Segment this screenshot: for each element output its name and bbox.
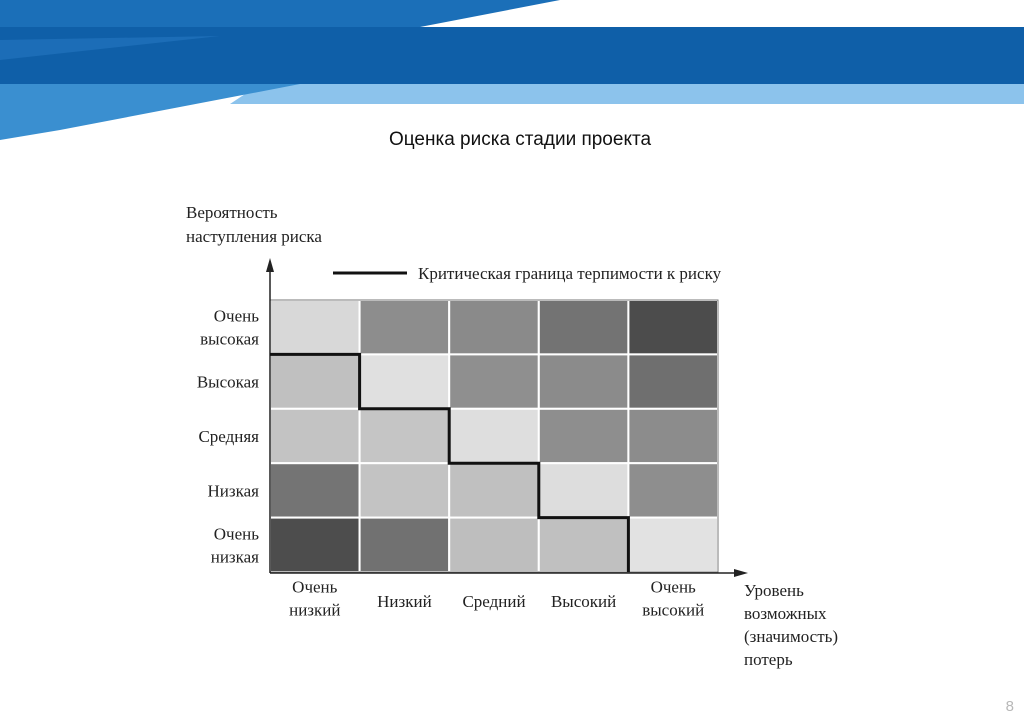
legend <box>333 264 722 283</box>
matrix-cell <box>539 518 629 572</box>
column-label-line: Очень <box>292 577 338 597</box>
x-axis-label-line: Уровень <box>744 581 804 600</box>
row-labels <box>197 307 259 567</box>
row-label-line: Высокая <box>196 372 259 392</box>
matrix-cell <box>360 409 450 463</box>
page-number: 8 <box>1005 698 1014 715</box>
row-label-line: Очень <box>213 306 259 326</box>
row-label <box>198 427 259 446</box>
x-axis-label-line: потерь <box>744 650 793 669</box>
matrix-cells <box>270 300 718 572</box>
row-label <box>200 307 259 349</box>
column-label <box>642 578 704 620</box>
row-label-line: низкая <box>210 547 259 567</box>
y-axis-label-line: наступления риска <box>186 227 322 246</box>
matrix-cell <box>270 463 360 517</box>
column-label-line: высокий <box>642 600 705 620</box>
matrix-cell <box>539 409 629 463</box>
column-label-line: Низкий <box>377 592 432 611</box>
matrix-cell <box>270 518 360 572</box>
column-label-line: Очень <box>650 577 696 597</box>
matrix-cell <box>449 354 539 408</box>
row-label <box>211 524 260 566</box>
matrix-cell <box>270 409 360 463</box>
matrix-cell <box>270 354 360 408</box>
matrix-cell <box>360 518 450 572</box>
y-axis-label-line: Вероятность <box>186 203 278 222</box>
column-label-line: низкий <box>289 600 341 620</box>
row-label-line: Низкая <box>207 481 259 501</box>
matrix-cell <box>360 463 450 517</box>
row-label <box>208 481 260 500</box>
matrix-cell <box>449 518 539 572</box>
column-labels <box>289 578 704 620</box>
matrix-cell <box>449 409 539 463</box>
matrix-cell <box>539 463 629 517</box>
row-label-line: Средняя <box>198 427 259 446</box>
matrix-cell <box>628 300 718 354</box>
row-label <box>197 373 259 392</box>
column-label <box>289 578 340 620</box>
y-axis-arrow <box>266 258 274 272</box>
column-label <box>377 592 432 611</box>
column-label-line: Средний <box>462 592 526 611</box>
matrix-cell <box>270 300 360 354</box>
row-label-line: Очень <box>213 524 259 544</box>
matrix-cell <box>628 409 718 463</box>
matrix-cell <box>628 354 718 408</box>
column-label <box>551 592 616 611</box>
y-axis-label <box>186 203 322 246</box>
column-label <box>462 592 525 611</box>
matrix-cell <box>360 300 450 354</box>
slide-title: Оценка риска стадии проекта <box>388 129 652 150</box>
matrix-cell <box>360 354 450 408</box>
legend-label: Критическая граница терпимости к риску <box>418 264 722 283</box>
column-label-line: Высокий <box>550 592 617 611</box>
row-label-line: высокая <box>200 329 259 349</box>
x-axis-label-line: (значимость) <box>744 627 839 646</box>
matrix-cell <box>628 518 718 572</box>
matrix-cell <box>539 300 629 354</box>
matrix-cell <box>628 463 718 517</box>
matrix-cell <box>539 354 629 408</box>
matrix-cell <box>449 463 539 517</box>
x-axis-label-line: возможных <box>744 604 827 623</box>
x-axis-label <box>744 581 838 669</box>
matrix-cell <box>449 300 539 354</box>
x-axis-arrow <box>734 569 748 577</box>
